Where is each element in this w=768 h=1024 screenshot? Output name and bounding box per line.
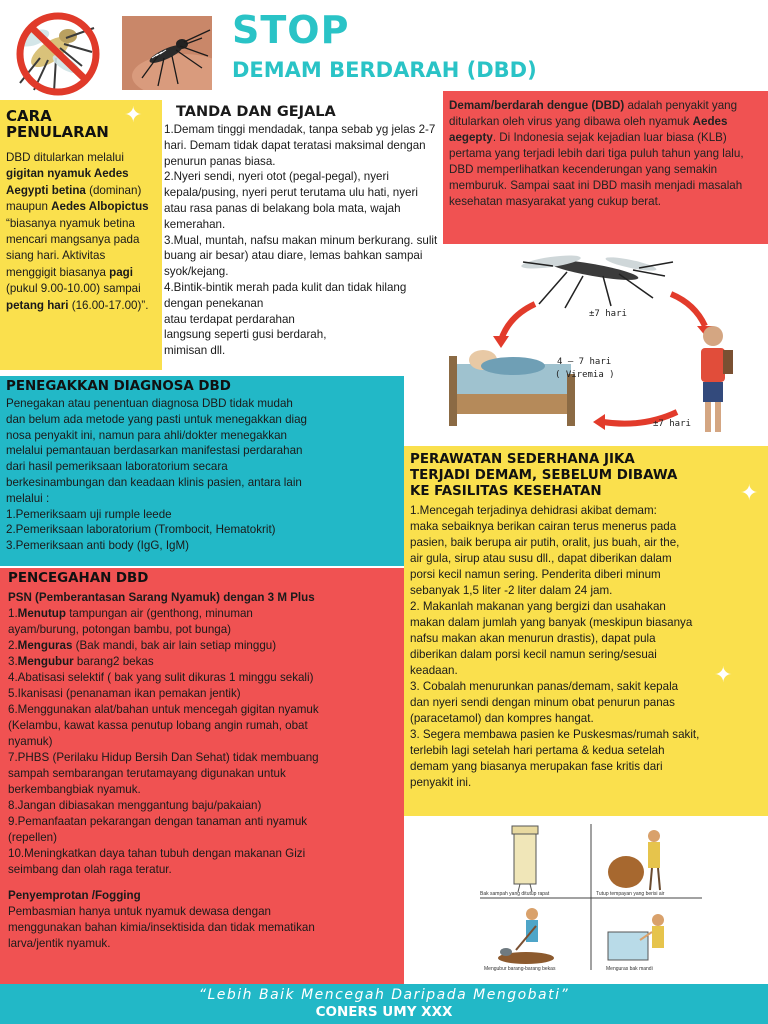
- text-run: (pukul 9.00-10.00) sampai: [6, 282, 141, 296]
- pencegahan-line: [8, 766, 396, 782]
- page-subtitle: DEMAM BERDARAH (DBD): [232, 58, 537, 82]
- footer-credit: CONERS UMY XXX: [315, 1004, 453, 1020]
- text-run: 4.Abatisasi selektif ( bak yang sulit dikuras 1 minggu sekali): [8, 671, 314, 684]
- text-run: barang2 bekas: [73, 655, 154, 668]
- cycle-label-bottom: ±7 hari: [653, 419, 691, 429]
- text-run: 10.Meningkatkan daya tahan tubuh dengan makanan Gizi: [8, 847, 306, 860]
- intro-section: [443, 91, 768, 244]
- perawatan-section: [404, 446, 768, 816]
- perawatan-heading: PERAWATAN SEDERHANA JIKA TERJADI DEMAM, SEBELUM DIBAWA KE FASILITAS KESEHATAN: [410, 452, 678, 499]
- text-run: menggunakan bahan kimia/insektisida dan tidak mematikan: [8, 921, 315, 934]
- text-run: (dominan) maupun: [6, 183, 142, 214]
- diagnosa-text: Penegakan atau penentuan diagnosa DBD tidak mudah dan belum ada metode yang pasti untuk menegakkan diag nosa penyakit ini, namun para ahli/dokter menegakkan melalui pemantauan berdasarkan manifestasi perdarahan dari hasil pemeriksaan laboratorium secara berkesinambungan dan keadaan klinis pasien, antara lain melalui : 1.Pemeriksaam uji rumple leede 2.Pemeriksaan laboratorium (Trombocit, Hematokrit) 3.Pemeriksaan anti body (IgG, IgM): [6, 397, 308, 553]
- pencegahan-line: [8, 888, 396, 904]
- text-run: 8.Jangan dibiasakan menggantung baju/pakaian): [8, 799, 262, 812]
- text-run: 6.Menggunakan alat/bahan untuk mencegah gigitan nyamuk: [8, 703, 319, 716]
- diagnosa-heading: PENEGAKKAN DIAGNOSA DBD: [6, 379, 231, 394]
- footer: [0, 984, 768, 1024]
- pencegahan-line: [8, 920, 396, 936]
- pencegahan-line: [8, 606, 396, 622]
- diagnosa-section: [0, 376, 404, 566]
- m3-caption-1: Bak sampah yang ditutup rapat: [480, 891, 550, 897]
- text-run: berkembangbiak nyamuk.: [8, 783, 141, 796]
- pencegahan-line: [8, 814, 396, 830]
- text-run: Aedes Albopictus: [51, 200, 149, 214]
- text-run: Mengubur: [17, 655, 74, 668]
- tanda-gejala-section: [162, 100, 440, 372]
- cara-penularan-heading: CARA PENULARAN: [6, 107, 109, 141]
- mosquito-on-skin-photo: [122, 16, 212, 90]
- text-run: (repellen): [8, 831, 57, 844]
- tanda-gejala-heading: TANDA DAN GEJALA: [176, 104, 336, 120]
- m3-caption-2: Tutup tempayan yang berisi air: [596, 891, 665, 897]
- pencegahan-line: [8, 590, 396, 606]
- tanda-gejala-text: 1.Demam tinggi mendadak, tanpa sebab yg jelas 2-7 hari. Demam tidak dapat teratasi maksimal dengan penurun panas biasa. 2.Nyeri sendi, nyeri otot (pegal-pegal), nyeri kepala/pusing, nyeri perut terutama ulu hati, nyeri atau rasa panas di belakang bola mata, wajah kemerahan. 3.Mual, muntah, nafsu makan minum berkurang. sulit buang air besar) atau diare, lemas bahkan sampai syok/kejang. 4.Bintik-bintik merah pada kulit dan tidak hilang dengan penekanan atau terdapat perdarahan langsung seperti gusi berdarah, mimisan dll.: [164, 123, 438, 358]
- pencegahan-line: [8, 862, 396, 878]
- pencegahan-line: [8, 654, 396, 670]
- text-run: nyamuk): [8, 735, 53, 748]
- text-run: Demam/berdarah dengue (DBD): [449, 99, 625, 112]
- intro-text: [449, 98, 762, 210]
- text-run: ayam/burung, potongan bambu, pot bunga): [8, 623, 232, 636]
- text-run: pagi: [109, 265, 133, 279]
- pencegahan-line: [8, 878, 396, 888]
- pencegahan-line: [8, 830, 396, 846]
- page-title: STOP: [232, 8, 350, 52]
- sparkle-icon: ✦: [124, 102, 143, 127]
- text-run: 9.Pemanfaatan pekarangan dengan tanaman anti nyamuk: [8, 815, 308, 828]
- pencegahan-line: [8, 798, 396, 814]
- transmission-cycle-illustration: [443, 244, 768, 444]
- sparkle-icon: ✦: [714, 662, 733, 687]
- trash-bin-icon: [512, 826, 538, 892]
- text-run: “biasanya nyamuk betina mencari mangsanya pada siang hari. Aktivitas menggigit biasanya: [6, 216, 140, 279]
- text-run: (16.00-17.00)”.: [68, 298, 149, 312]
- pencegahan-line: [8, 734, 396, 750]
- cara-penularan-section: [0, 100, 162, 370]
- text-run: Penyemprotan /Fogging: [8, 889, 141, 902]
- sparkle-icon: ✦: [740, 480, 759, 505]
- pencegahan-line: [8, 936, 396, 952]
- 3m-illustration: [476, 820, 706, 975]
- pencegahan-line: [8, 622, 396, 638]
- pencegahan-line: [8, 702, 396, 718]
- text-run: DBD ditularkan melalui: [6, 151, 124, 164]
- footer-quote: “Lebih Baik Mencegah Daripada Mengobati”: [198, 987, 570, 1003]
- text-run: larva/jentik nyamuk.: [8, 937, 111, 950]
- text-run: petang hari: [6, 298, 69, 312]
- text-run: sampah sembarangan terutamayang digunakan untuk: [8, 767, 286, 780]
- text-run: . Di Indonesia sejak kejadian luar biasa (KLB) pertama yang terjadi lebih dari tiga puluh tahun yang lalu, DBD memperlihatkan kecenderungan yang semakin memburuk. Sampai saat ini DBD masih menjadi masalah kesehatan masyarakat yang cukup berat.: [449, 131, 744, 208]
- text-run: PSN (Pemberantasan Sarang Nyamuk) dengan 3 M Plus: [8, 591, 315, 604]
- text-run: 2.: [8, 639, 18, 652]
- pencegahan-line: [8, 718, 396, 734]
- text-run: Menutup: [17, 607, 66, 620]
- cycle-label-mid1: 4 – 7 hari: [557, 357, 612, 367]
- cara-penularan-text: [6, 150, 156, 314]
- pencegahan-list: [8, 590, 396, 952]
- text-run: 3.: [8, 655, 18, 668]
- cycle-label-top: ±7 hari: [589, 309, 627, 319]
- text-run: Aedes aegepty: [449, 115, 728, 144]
- cycle-label-mid2: ( Viremia ): [555, 370, 615, 380]
- pencegahan-line: [8, 638, 396, 654]
- m3-caption-3: Mengubur barang-barang bekas: [484, 966, 556, 972]
- text-run: (Bak mandi, bak air lain setiap minggu): [72, 639, 277, 652]
- text-run: 1.: [8, 607, 18, 620]
- pencegahan-line: [8, 670, 396, 686]
- text-run: Menguras: [17, 639, 73, 652]
- text-run: (Kelambu, kawat kassa penutup lobang angin rumah, obat: [8, 719, 308, 732]
- text-run: tampungan air (genthong, minuman: [65, 607, 253, 620]
- m3-caption-4: Menguras bak mandi: [606, 966, 653, 972]
- text-run: gigitan nyamuk Aedes Aegypti betina: [6, 167, 129, 197]
- perawatan-text: 1.Mencegah terjadinya dehidrasi akibat demam: maka sebaiknya berikan cairan terus menerus pada pasien, baik berupa air putih, oralit, jus buah, air the, air gula, sirup atau susu dll., dapat diberikan dalam porsi kecil namun sering. Penderita diberi minum sebanyak 1,5 liter -2 liter dalam 24 jam. 2. Makanlah makanan yang bergizi dan usahakan makan dalam jumlah yang banyak (meskipun biasanya nafsu makan akan menurun drastis), dapat pula diberikan dalam porsi kecil namun sering/sesuai keadaan. 3. Cobalah menurunkan panas/demam, sakit kepala dan nyeri sendi dengan minum obat penurun panas (paracetamol) dan kompres hangat. 3. Segera membawa pasien ke Puskesmas/rumah sakit, terlebih lagi setelah hari pertama & kedua setelah demam yang biasanya merupakan fase kritis dari penyakit ini.: [410, 504, 700, 789]
- text-run: seimbang dan olah raga teratur.: [8, 863, 172, 876]
- pencegahan-section: [0, 568, 404, 984]
- pencegahan-line: [8, 904, 396, 920]
- text-run: 7.PHBS (Perilaku Hidup Bersih Dan Sehat) tidak membuang: [8, 751, 319, 764]
- text-run: 5.Ikanisasi (penanaman ikan pemakan jentik): [8, 687, 241, 700]
- text-run: adalah penyakit yang ditularkan oleh virus yang dibawa oleh nyamuk: [449, 99, 738, 128]
- pencegahan-line: [8, 782, 396, 798]
- pencegahan-line: [8, 750, 396, 766]
- text-run: Pembasmian hanya untuk nyamuk dewasa dengan: [8, 905, 271, 918]
- pencegahan-heading: PENCEGAHAN DBD: [8, 571, 149, 586]
- pencegahan-line: [8, 686, 396, 702]
- pencegahan-line: [8, 846, 396, 862]
- no-mosquito-icon: [10, 8, 108, 98]
